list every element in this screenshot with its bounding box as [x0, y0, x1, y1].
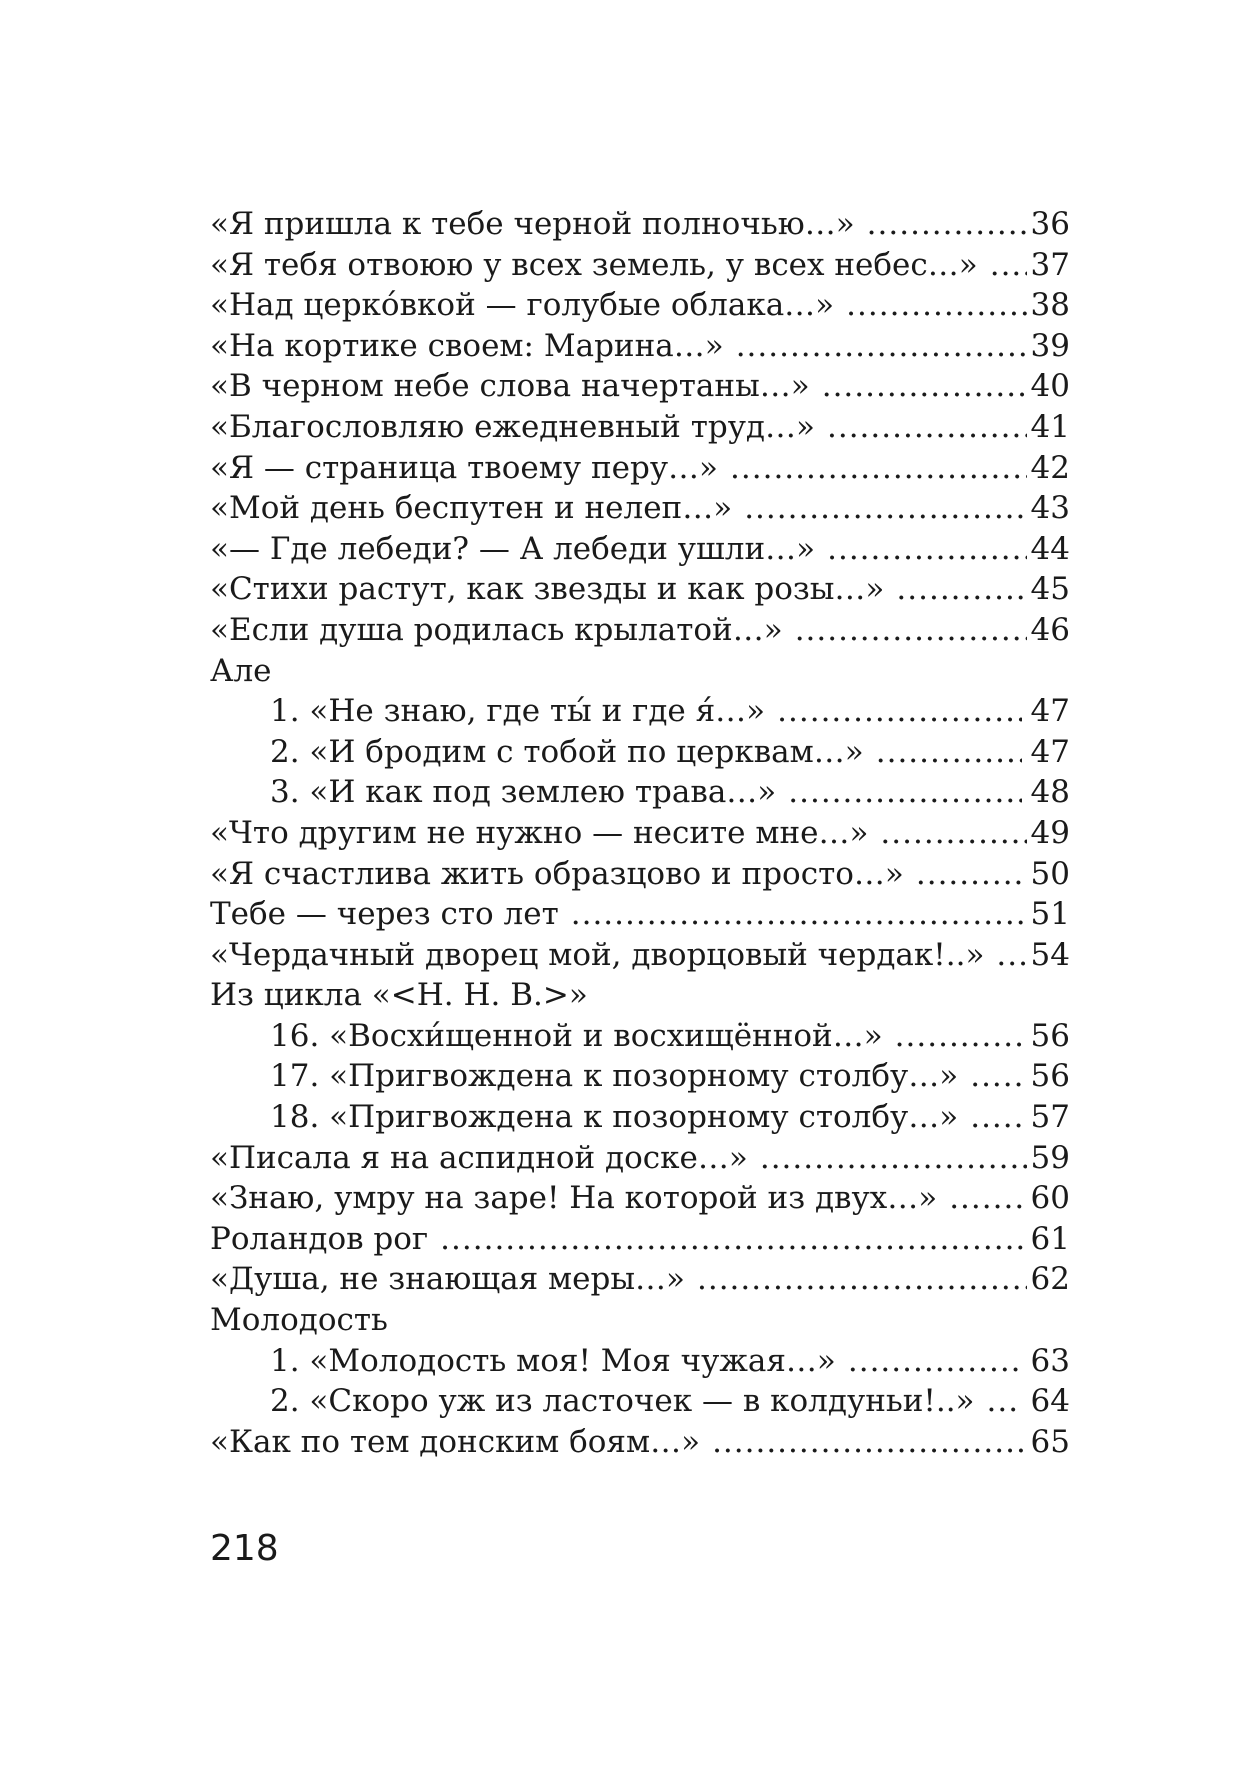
toc-entry-page: 44 — [1030, 530, 1070, 567]
toc-entry-page: 64 — [1030, 1383, 1070, 1420]
toc-entry-title: 1. «Не знаю, где ты́ и где я́…» — [270, 693, 766, 730]
toc-entry-title: «Я тебя отвоюю у всех земель, у всех небес…» — [210, 246, 978, 283]
toc-entry-page: 48 — [1030, 774, 1070, 811]
toc-entry-page: 61 — [1030, 1220, 1070, 1257]
toc-section-heading: Але — [210, 652, 272, 689]
toc-subentry — [210, 1341, 1070, 1382]
toc-entry-title: «Я — страница твоему перу…» — [210, 449, 719, 486]
toc-entry-page: 46 — [1030, 611, 1070, 648]
toc-entry-page: 43 — [1030, 490, 1070, 527]
toc-entry-page: 38 — [1030, 287, 1070, 324]
toc-dot-leader — [730, 448, 1027, 489]
toc-subentry — [210, 1097, 1070, 1138]
toc-entry-page: 41 — [1030, 408, 1070, 445]
toc-entry-page: 63 — [1030, 1342, 1070, 1379]
toc-entry — [210, 529, 1070, 570]
toc-entry-title: Тебе — через сто лет — [210, 896, 559, 933]
toc-entry-title: «Я пришла к тебе черной полночью…» — [210, 206, 855, 242]
toc-dot-leader — [822, 366, 1027, 407]
toc-entry-page: 54 — [1030, 936, 1070, 973]
toc-entry-page: 65 — [1030, 1423, 1070, 1460]
toc-subentry — [210, 691, 1070, 732]
toc-entry — [210, 245, 1070, 286]
toc-entry-title: «Как по тем донским боям…» — [210, 1423, 701, 1460]
toc-entry-page: 40 — [1030, 368, 1070, 405]
toc-entry-title: «Я счастлива жить образцово и просто…» — [210, 855, 904, 892]
toc-entry-title: 17. «Пригвождена к позорному столбу…» — [270, 1058, 959, 1095]
toc-entry-title: 1. «Молодость моя! Моя чужая…» — [270, 1342, 836, 1379]
toc-entry-page: 59 — [1030, 1139, 1070, 1176]
toc-dot-leader — [777, 691, 1022, 732]
toc-dot-leader — [795, 610, 1027, 651]
toc-entry-page: 47 — [1030, 733, 1070, 770]
toc-entry-title: 16. «Восхи́щенной и восхищённой…» — [270, 1017, 883, 1054]
toc-dot-leader — [987, 1381, 1022, 1422]
toc-entry-page: 47 — [1030, 693, 1070, 730]
toc-entry-page: 56 — [1030, 1017, 1070, 1054]
toc-dot-leader — [788, 772, 1022, 813]
toc-entry-page: 60 — [1030, 1180, 1070, 1217]
toc-entry-page: 50 — [1030, 855, 1070, 892]
toc-entry — [210, 285, 1070, 326]
toc-entry-title: 2. «И бродим с тобой по церквам…» — [270, 733, 864, 770]
toc-section-heading: Молодость — [210, 1302, 388, 1339]
toc-dot-leader — [744, 488, 1026, 529]
toc-dot-leader — [880, 813, 1026, 854]
toc-dot-leader — [990, 245, 1027, 286]
toc-entry-title: 3. «И как под землею трава…» — [270, 774, 777, 811]
toc-subentry — [210, 1056, 1070, 1097]
toc-dot-leader — [827, 407, 1027, 448]
toc-entry — [210, 366, 1070, 407]
table-of-contents — [210, 204, 1070, 1462]
toc-dot-leader — [916, 854, 1027, 895]
toc-dot-leader — [760, 1138, 1027, 1179]
toc-entry-title: «Благословляю ежедневный труд…» — [210, 408, 815, 445]
toc-subentry — [210, 732, 1070, 773]
toc-dot-leader — [571, 894, 1027, 935]
toc-dot-leader — [867, 204, 1027, 245]
toc-entry-title: «Над церко́вкой — голубые облака…» — [210, 287, 835, 324]
toc-entry-title: «Что другим не нужно — несите мне…» — [210, 814, 869, 851]
toc-dot-leader — [848, 1341, 1022, 1382]
toc-entry-page: 45 — [1030, 571, 1070, 608]
toc-entry — [210, 1138, 1070, 1179]
toc-entry — [210, 610, 1070, 651]
toc-entry — [210, 1219, 1070, 1260]
toc-subentry — [210, 1016, 1070, 1057]
page-number: 218 — [210, 1528, 279, 1569]
toc-entry — [210, 1178, 1070, 1219]
toc-entry — [210, 1422, 1070, 1463]
toc-entry — [210, 854, 1070, 895]
toc-entry-page: 49 — [1030, 814, 1070, 851]
toc-entry-title: «Мой день беспутен и нелеп…» — [210, 490, 733, 527]
toc-entry — [210, 813, 1070, 854]
toc-entry-title: «Чердачный дворец мой, дворцовый чердак!..» — [210, 936, 985, 973]
toc-entry-title: «Стихи растут, как звезды и как розы…» — [210, 571, 885, 608]
toc-entry — [210, 204, 1070, 245]
toc-subentry — [210, 1381, 1070, 1422]
toc-entry — [210, 448, 1070, 489]
toc-entry-title: «Если душа родилась крылатой…» — [210, 611, 783, 648]
toc-entry — [210, 1259, 1070, 1300]
toc-dot-leader — [846, 285, 1026, 326]
toc-entry-page: 62 — [1030, 1261, 1070, 1298]
toc-entry-title: 2. «Скоро уж из ласточек — в колдуньи!..» — [270, 1383, 975, 1420]
toc-entry — [210, 488, 1070, 529]
toc-entry-page: 42 — [1030, 449, 1070, 486]
toc-entry-title: «— Где лебеди? — А лебеди ушли…» — [210, 530, 816, 567]
toc-section-heading: Из цикла «<Н. Н. В.>» — [210, 977, 588, 1014]
toc-entry — [210, 894, 1070, 935]
toc-dot-leader — [896, 569, 1026, 610]
toc-dot-leader — [970, 1056, 1022, 1097]
toc-entry-page: 36 — [1030, 206, 1070, 242]
toc-entry-page: 37 — [1030, 246, 1070, 283]
toc-dot-leader — [736, 326, 1027, 367]
toc-dot-leader — [876, 732, 1022, 773]
toc-entry-title: 18. «Пригвождена к позорному столбу…» — [270, 1099, 959, 1136]
toc-entry-title: «На кортике своем: Марина…» — [210, 327, 724, 364]
toc-entry-page: 57 — [1030, 1099, 1070, 1136]
toc-entry — [210, 569, 1070, 610]
toc-entry-title: Роландов рог — [210, 1220, 429, 1257]
toc-dot-leader — [827, 529, 1026, 570]
toc-entry-page: 56 — [1030, 1058, 1070, 1095]
toc-dot-leader — [949, 1178, 1026, 1219]
toc-entry — [210, 326, 1070, 367]
toc-entry — [210, 407, 1070, 448]
toc-entry-title: «Писала я на аспидной доске…» — [210, 1139, 748, 1176]
toc-entry-title: «В черном небе слова начертаны…» — [210, 368, 810, 405]
toc-entry-page: 39 — [1030, 327, 1070, 364]
toc-dot-leader — [996, 935, 1026, 976]
toc-dot-leader — [712, 1422, 1026, 1463]
toc-dot-leader — [895, 1016, 1022, 1057]
toc-subentry — [210, 772, 1070, 813]
toc-dot-leader — [970, 1097, 1022, 1138]
toc-entry — [210, 935, 1070, 976]
toc-dot-leader — [697, 1259, 1027, 1300]
toc-dot-leader — [440, 1219, 1026, 1260]
toc-entry-page: 51 — [1030, 896, 1070, 933]
toc-entry-title: «Знаю, умру на заре! На которой из двух…» — [210, 1180, 938, 1217]
toc-entry-title: «Душа, не знающая меры…» — [210, 1261, 685, 1298]
